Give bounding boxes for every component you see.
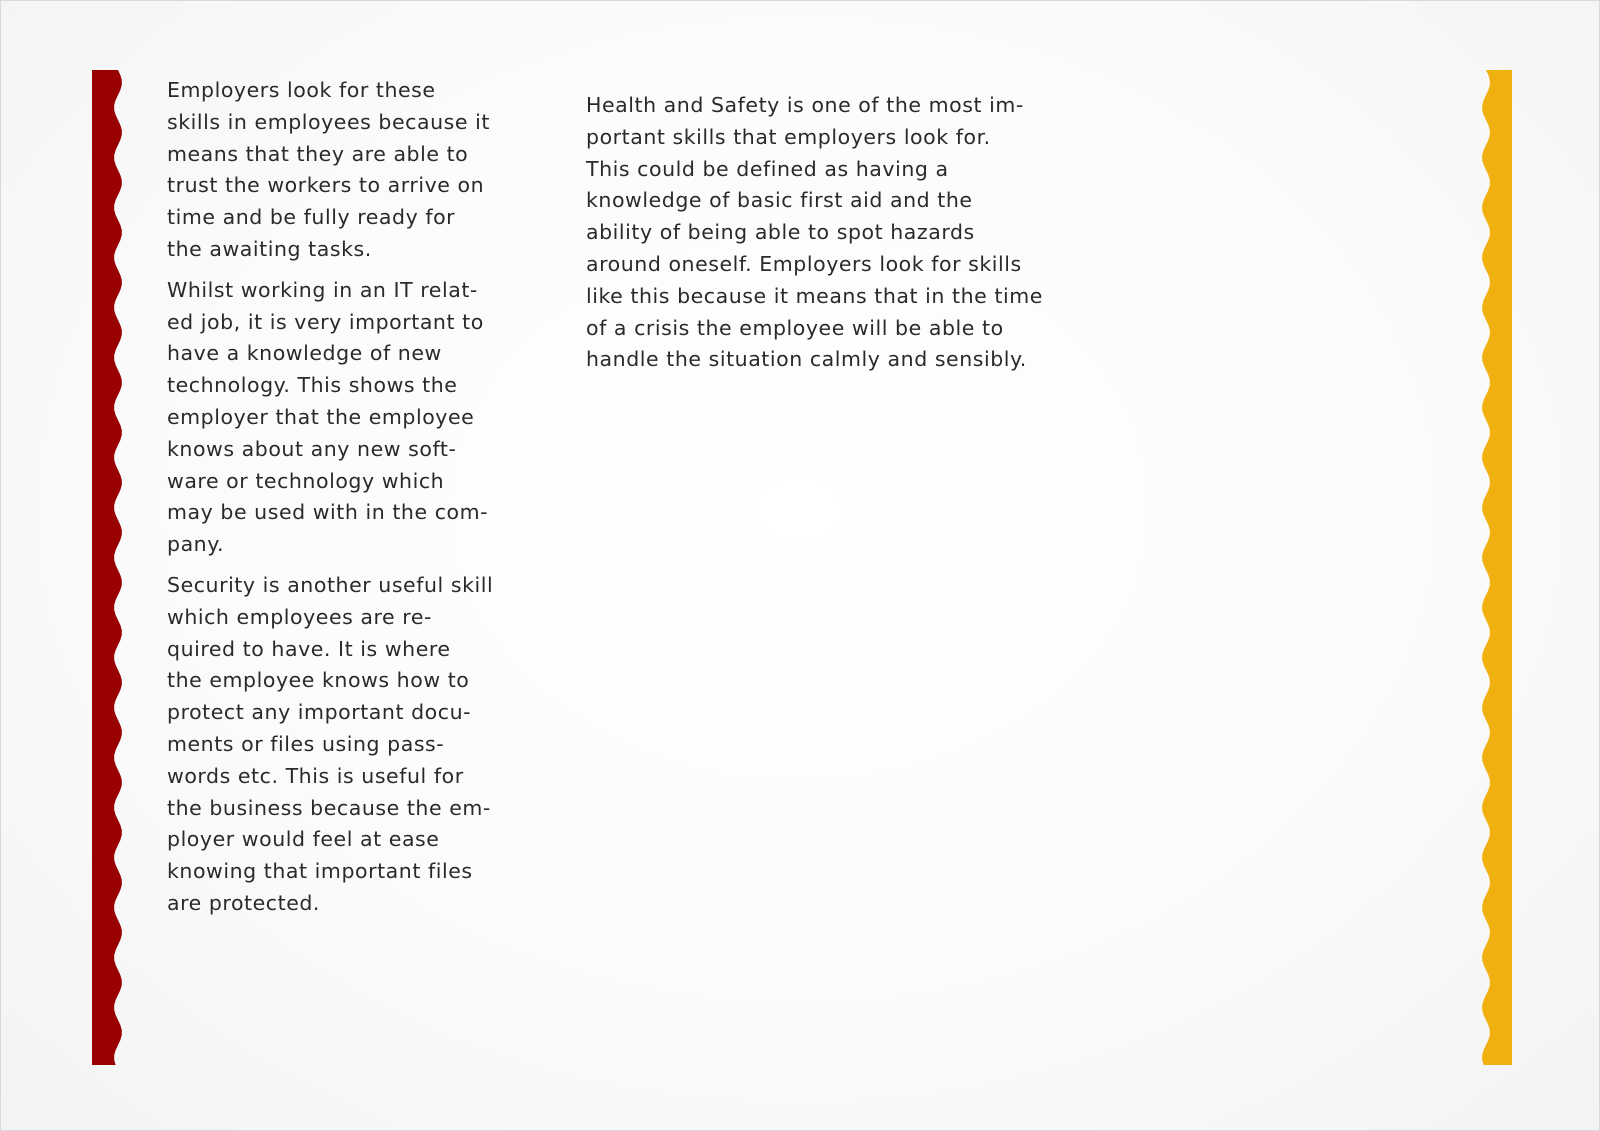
- text-line: Health and Safety is one of the most im-: [586, 93, 1024, 117]
- paragraph-security: [167, 570, 494, 920]
- text-line: ed job, it is very important to: [167, 309, 484, 334]
- text-line: This could be defined as having a: [586, 156, 949, 181]
- text-line: the awaiting tasks.: [167, 236, 372, 261]
- text-line: may be used with in the com-: [167, 500, 489, 525]
- right-decorative-border: [1478, 70, 1512, 1065]
- paragraph-technology: [167, 275, 489, 561]
- text-line: are protected.: [167, 890, 321, 915]
- left-text-column: [167, 75, 494, 929]
- paragraph-health-and-safety: [586, 90, 1043, 376]
- text-line: trust the workers to arrive on: [167, 173, 485, 198]
- text-line: of a crisis the employee will be able to: [586, 315, 1004, 340]
- text-line: words etc. This is useful for: [167, 763, 464, 788]
- text-line: Whilst working in an IT relat-: [167, 277, 478, 302]
- text-line: time and be fully ready for: [167, 205, 456, 230]
- text-line: which employees are re-: [167, 604, 432, 629]
- text-line: ployer would feel at ease: [167, 827, 440, 852]
- text-line: pany.: [167, 532, 225, 557]
- left-wavy-stripe: [92, 70, 126, 1065]
- text-line: knows about any new soft-: [167, 436, 457, 461]
- text-line: ability of being able to spot hazards: [586, 220, 975, 245]
- text-line: handle the situation calmly and sensibly.: [586, 347, 1027, 372]
- text-line: the business because the em-: [167, 795, 491, 820]
- text-line: protect any important docu-: [167, 700, 472, 725]
- text-line: knowledge of basic first aid and the: [586, 188, 973, 213]
- text-line: knowing that important files: [167, 859, 473, 884]
- left-decorative-border: [92, 70, 126, 1065]
- text-line: Employers look for these: [167, 78, 436, 102]
- paragraph-punctuality: [167, 75, 490, 266]
- text-line: skills in employees because it: [167, 109, 490, 134]
- text-line: means that they are able to: [167, 141, 469, 166]
- text-line: portant skills that employers look for.: [586, 124, 991, 149]
- text-line: ware or technology which: [167, 468, 445, 493]
- text-line: have a knowledge of new: [167, 341, 442, 366]
- text-line: Security is another useful skill: [167, 572, 494, 597]
- text-line: technology. This shows the: [167, 373, 458, 398]
- text-line: ments or files using pass-: [167, 731, 445, 756]
- middle-text-column: [586, 90, 1043, 385]
- right-wavy-stripe: [1478, 70, 1512, 1065]
- text-line: quired to have. It is where: [167, 636, 451, 661]
- text-line: employer that the employee: [167, 404, 475, 429]
- text-line: like this because it means that in the time: [586, 283, 1043, 308]
- text-line: around oneself. Employers look for skills: [586, 251, 1022, 276]
- text-line: the employee knows how to: [167, 668, 470, 693]
